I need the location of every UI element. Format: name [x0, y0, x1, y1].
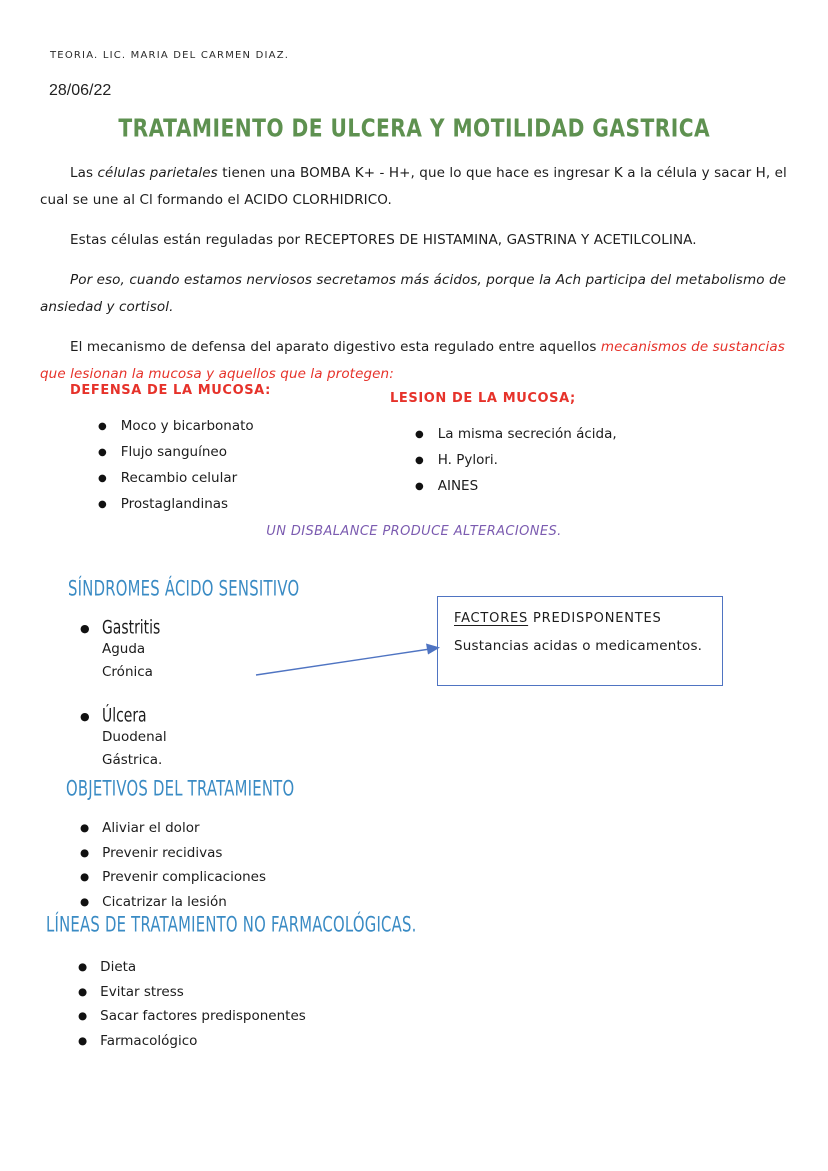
factores-box — [437, 596, 723, 686]
bullet-icon: ● — [98, 447, 107, 458]
list-item — [78, 956, 306, 981]
gastritis-sub-aguda: Aguda — [102, 641, 146, 657]
ulcera-head — [80, 706, 173, 726]
list-item-label: Flujo sanguíneo — [120, 444, 227, 460]
objetivos-heading — [66, 778, 359, 800]
intro-paragraphs — [40, 160, 792, 401]
date: 28/06/22 — [49, 82, 112, 99]
list-item — [80, 891, 266, 916]
p4-run1: El mecanismo de defensa del aparato digestivo esta regulado entre aquellos — [70, 339, 601, 355]
list-item-label: AINES — [437, 478, 479, 494]
list-item-label: Dieta — [100, 959, 137, 975]
bullet-icon: ● — [80, 871, 90, 883]
list-item — [78, 1005, 306, 1030]
gastritis-head — [80, 618, 173, 638]
list-item — [98, 414, 390, 440]
bullet-icon: ● — [415, 429, 424, 440]
list-item-label: La misma secreción ácida, — [437, 426, 617, 442]
list-item-label: Aliviar el dolor — [102, 820, 200, 836]
list-item — [98, 466, 390, 492]
gastritis-sub-cronica: Crónica — [102, 664, 153, 680]
arrow-icon — [248, 628, 448, 684]
defensa-column — [70, 383, 390, 518]
sindromes-heading-label: SÍNDROMES ÁCIDO SENSITIVO — [68, 576, 300, 602]
list-item-label: Prevenir recidivas — [102, 844, 223, 861]
objetivos-heading-label: OBJETIVOS DEL TRATAMIENTO — [66, 776, 295, 802]
list-item — [80, 817, 266, 842]
bullet-icon: ● — [80, 622, 90, 635]
list-item-label: H. Pylori. — [437, 452, 498, 468]
bullet-icon: ● — [80, 895, 90, 908]
ulcera-item — [80, 706, 173, 772]
disbalance-note: UN DISBALANCE PRODUCE ALTERACIONES. — [266, 524, 562, 539]
sindromes-heading — [68, 578, 365, 600]
bullet-icon: ● — [98, 499, 107, 510]
ulcera-sub-duodenal: Duodenal — [102, 729, 167, 745]
lesion-column — [390, 383, 617, 518]
list-item — [415, 474, 617, 500]
defensa-heading: DEFENSA DE LA MUCOSA: — [70, 383, 271, 398]
list-item — [98, 492, 390, 518]
lineas-list — [78, 956, 306, 1054]
list-item-label: Farmacológico — [100, 1032, 198, 1049]
p4-run2-red: mecanismos de sustancias que lesionan la mucosa y aquellos que la protegen: — [40, 339, 785, 382]
bullet-icon: ● — [80, 822, 90, 834]
list-item-label: Recambio celular — [120, 470, 238, 486]
bullet-icon: ● — [78, 1010, 88, 1022]
bullet-icon: ● — [78, 985, 88, 998]
list-item — [415, 448, 617, 474]
bullet-icon: ● — [415, 481, 424, 492]
factores-body: Sustancias acidas o medicamentos. — [454, 638, 703, 654]
mucosa-columns — [70, 383, 780, 518]
sindromes-list — [80, 618, 173, 786]
page-title: TRATAMIENTO DE ULCERA Y MOTILIDAD GASTRICA — [118, 114, 710, 144]
p1-run2-italic: células parietales — [97, 165, 218, 181]
title-row — [0, 116, 828, 142]
lesion-list — [390, 422, 617, 500]
list-item-label: Sacar factores predisponentes — [100, 1008, 306, 1024]
defensa-list — [70, 414, 390, 518]
list-item-label: Cicatrizar la lesión — [102, 893, 227, 910]
gastritis-item — [80, 618, 173, 684]
bullet-icon: ● — [80, 710, 90, 723]
factores-title-underlined: FACTORES — [454, 611, 529, 626]
list-item — [80, 866, 266, 891]
ulcera-sub-gastrica: Gástrica. — [102, 752, 163, 768]
lesion-heading: LESION DE LA MUCOSA; — [390, 391, 576, 406]
list-item-label: Moco y bicarbonato — [120, 418, 254, 434]
p1-run1: Las — [70, 165, 98, 181]
bullet-icon: ● — [415, 455, 424, 466]
objetivos-list — [80, 817, 266, 915]
p1-run3: tienen una BOMBA K+ - H+, que lo que hace es ingresar K a la célula y sacar H, el cual se une al Cl formando el ACIDO CLORHIDRICO. — [40, 165, 787, 208]
bullet-icon: ● — [98, 421, 107, 432]
paragraph-receptors: Estas células están reguladas por RECEPTORES DE HISTAMINA, GASTRINA Y ACETILCOLINA. — [70, 232, 697, 248]
ulcera-label: Úlcera — [101, 705, 147, 727]
list-item-label: Prostaglandinas — [120, 496, 229, 512]
bullet-icon: ● — [78, 961, 88, 973]
list-item — [78, 981, 306, 1006]
list-item — [415, 422, 617, 448]
list-item-label: Prevenir complicaciones — [102, 869, 267, 885]
bullet-icon: ● — [80, 846, 90, 859]
lineas-heading — [46, 914, 521, 936]
list-item — [98, 440, 390, 466]
bullet-icon: ● — [98, 473, 107, 484]
list-item-label: Evitar stress — [100, 983, 184, 1000]
factores-title — [454, 611, 706, 626]
paragraph-parietal-cells — [40, 160, 792, 214]
factores-title-rest: PREDISPONENTES — [528, 611, 662, 626]
list-item — [80, 842, 266, 867]
lineas-heading-label: LÍNEAS DE TRATAMIENTO NO FARMACOLÓGICAS. — [46, 912, 417, 938]
credit-line: TEORIA. LIC. MARIA DEL CARMEN DIAZ. — [50, 50, 290, 61]
paragraph-nervous: Por eso, cuando estamos nerviosos secretamos más ácidos, porque la Ach participa del metabolismo de ansiedad y cortisol. — [40, 272, 787, 315]
gastritis-label: Gastritis — [101, 617, 160, 639]
list-item — [78, 1030, 306, 1055]
bullet-icon: ● — [78, 1034, 88, 1047]
paragraph-defense-mechanism — [40, 334, 792, 388]
